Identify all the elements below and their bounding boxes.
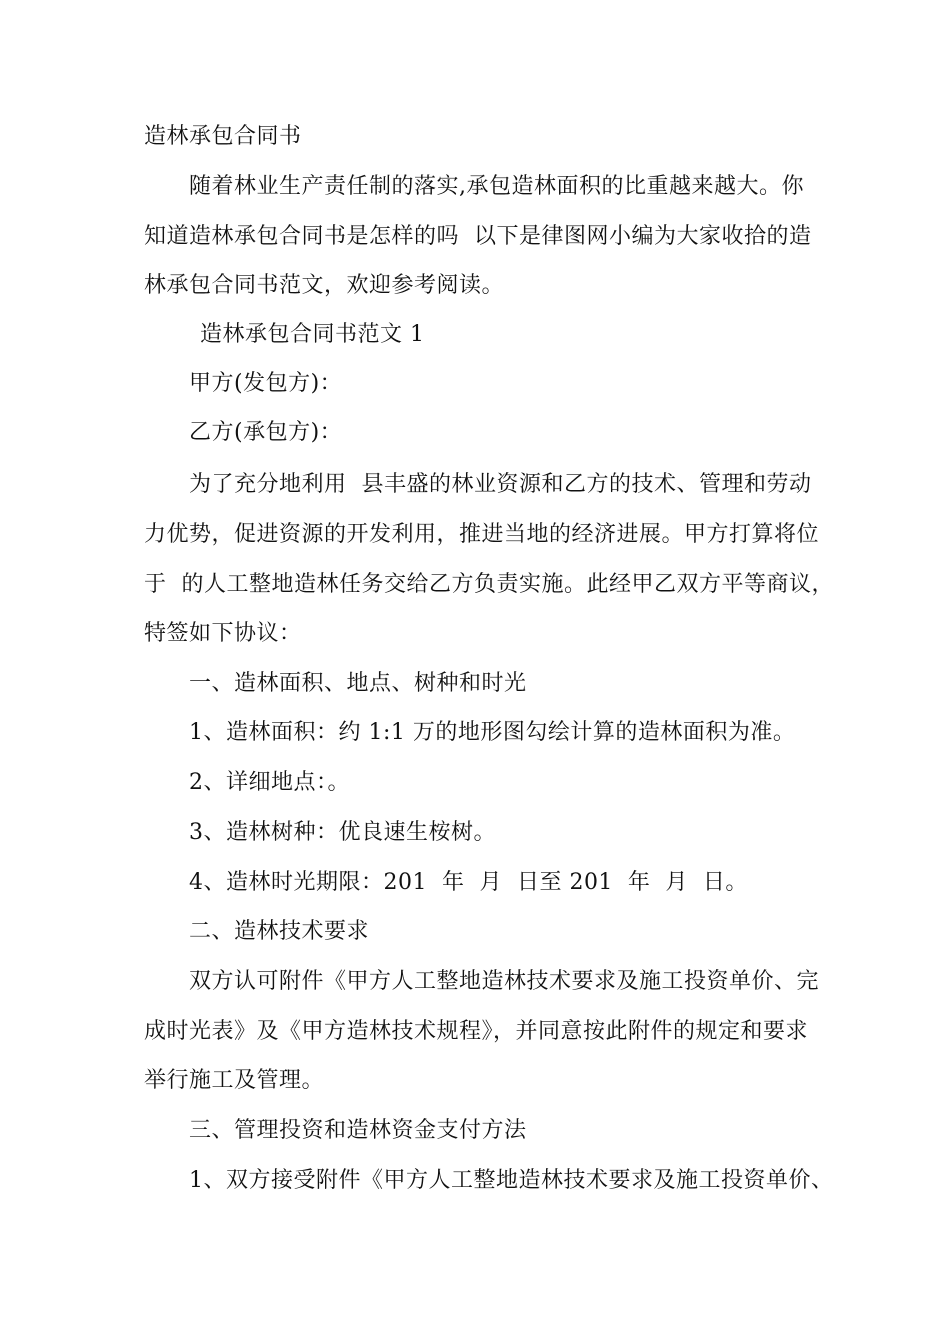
- sample-title: 造林承包合同书范文 1: [200, 322, 425, 347]
- preamble-line-3: 于 的人工整地造林任务交给乙方负责实施。此经甲乙双方平等商议，: [144, 572, 834, 597]
- section3-heading: 三、管理投资和造林资金支付方法: [189, 1118, 527, 1143]
- intro-line-3: 林承包合同书范文，欢迎参考阅读。: [144, 273, 505, 298]
- section1-heading: 一、造林面积、地点、树种和时光: [189, 671, 527, 696]
- section2-body-line-2: 成时光表》及《甲方造林技术规程》，并同意按此附件的规定和要求: [144, 1019, 809, 1044]
- preamble-line-1: 为了充分地利用 县丰盛的林业资源和乙方的技术、管理和劳动: [189, 472, 812, 497]
- party-b: 乙方(承包方)：: [189, 420, 343, 445]
- section1-item-1: 1、造林面积：约 1:1 万的地形图勾绘计算的造林面积为准。: [189, 720, 796, 745]
- preamble-line-2: 力优势，促进资源的开发利用，推进当地的经济进展。甲方打算将位: [144, 522, 820, 547]
- document-title: 造林承包合同书: [144, 124, 302, 149]
- section2-heading: 二、造林技术要求: [189, 919, 370, 944]
- section1-item-3: 3、造林树种：优良速生桉树。: [189, 820, 496, 845]
- section3-item-1: 1、双方接受附件《甲方人工整地造林技术要求及施工投资单价、: [189, 1168, 834, 1193]
- party-a: 甲方(发包方)：: [189, 371, 343, 396]
- section1-item-2: 2、详细地点：。: [189, 770, 350, 795]
- preamble-line-4: 特签如下协议：: [144, 621, 302, 646]
- intro-line-1: 随着林业生产责任制的落实,承包造林面积的比重越来越大。你: [189, 174, 804, 199]
- section2-body-line-1: 双方认可附件《甲方人工整地造林技术要求及施工投资单价、完: [189, 969, 820, 994]
- section2-body-line-3: 举行施工及管理。: [144, 1068, 325, 1093]
- section1-item-4: 4、造林时光期限：201 年 月 日至 201 年 月 日。: [189, 870, 748, 895]
- intro-line-2: 知道造林承包合同书是怎样的吗 以下是律图网小编为大家收拾的造: [144, 224, 812, 249]
